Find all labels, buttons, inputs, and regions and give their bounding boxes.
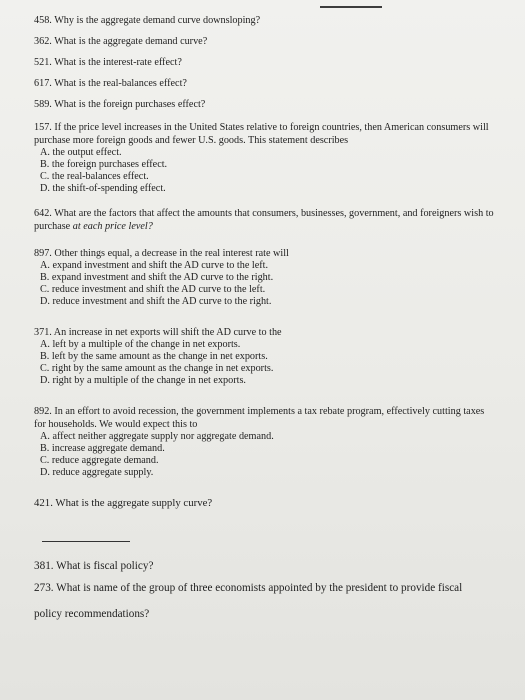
question-892-stem: 892. In an effort to avoid recession, the government implements a tax rebate program, effectively cutting taxes for households. We would expect this to (34, 406, 485, 430)
question-897-option-c: C. reduce investment and shift the AD curve to the left. (40, 284, 266, 295)
question-157-stem: 157. If the price level increases in the United States relative to foreign countries, then American consumers will purchase more foreign goods and fewer U.S. goods. This statement describes (34, 122, 489, 146)
question-521: 521. What is the interest-rate effect? (34, 57, 182, 68)
answer-blank-line (42, 540, 130, 542)
question-642-stem: 642. What are the factors that affect the amounts that consumers, businesses, government, and foreigners wish to purchase (34, 208, 494, 232)
question-273-line2: policy recommendations? (34, 608, 150, 620)
question-273-line1: 273. What is name of the group of three economists appointed by the president to provide fiscal (34, 582, 463, 594)
question-381: 381. What is fiscal policy? (34, 560, 154, 572)
question-897-stem: 897. Other things equal, a decrease in the real interest rate will (34, 248, 289, 259)
question-897-option-a: A. expand investment and shift the AD curve to the left. (40, 260, 269, 271)
top-edge-mark (320, 2, 382, 8)
question-157-option-a: A. the output effect. (40, 147, 122, 158)
question-371-option-d: D. right by a multiple of the change in net exports. (40, 375, 246, 386)
question-642 (34, 207, 497, 233)
question-157-option-b: B. the foreign purchases effect. (40, 159, 168, 170)
question-892-option-b: B. increase aggregate demand. (40, 443, 165, 454)
question-617: 617. What is the real-balances effect? (34, 78, 187, 89)
question-897-option-b: B. expand investment and shift the AD curve to the right. (40, 272, 274, 283)
question-371-stem: 371. An increase in net exports will shift the AD curve to the (34, 327, 282, 338)
question-897-option-d: D. reduce investment and shift the AD curve to the right. (40, 296, 272, 307)
question-421: 421. What is the aggregate supply curve? (34, 497, 213, 509)
question-458: 458. Why is the aggregate demand curve downsloping? (34, 15, 261, 26)
question-371-option-c: C. right by the same amount as the change in net exports. (40, 363, 274, 374)
question-892-option-d: D. reduce aggregate supply. (40, 467, 154, 478)
question-642-italic: at each price level? (72, 221, 153, 232)
question-157 (34, 121, 497, 195)
question-362: 362. What is the aggregate demand curve? (34, 36, 208, 47)
question-892-option-c: C. reduce aggregate demand. (40, 455, 159, 466)
question-157-option-d: D. the shift-of-spending effect. (40, 183, 166, 194)
question-371 (34, 326, 497, 387)
question-371-option-b: B. left by the same amount as the change in net exports. (40, 351, 268, 362)
question-892-option-a: A. affect neither aggregate supply nor aggregate demand. (40, 431, 274, 442)
question-589: 589. What is the foreign purchases effect? (34, 99, 206, 110)
question-897 (34, 247, 497, 308)
question-157-option-c: C. the real-balances effect. (40, 171, 149, 182)
question-892 (34, 405, 497, 479)
question-371-option-a: A. left by a multiple of the change in net exports. (40, 339, 241, 350)
